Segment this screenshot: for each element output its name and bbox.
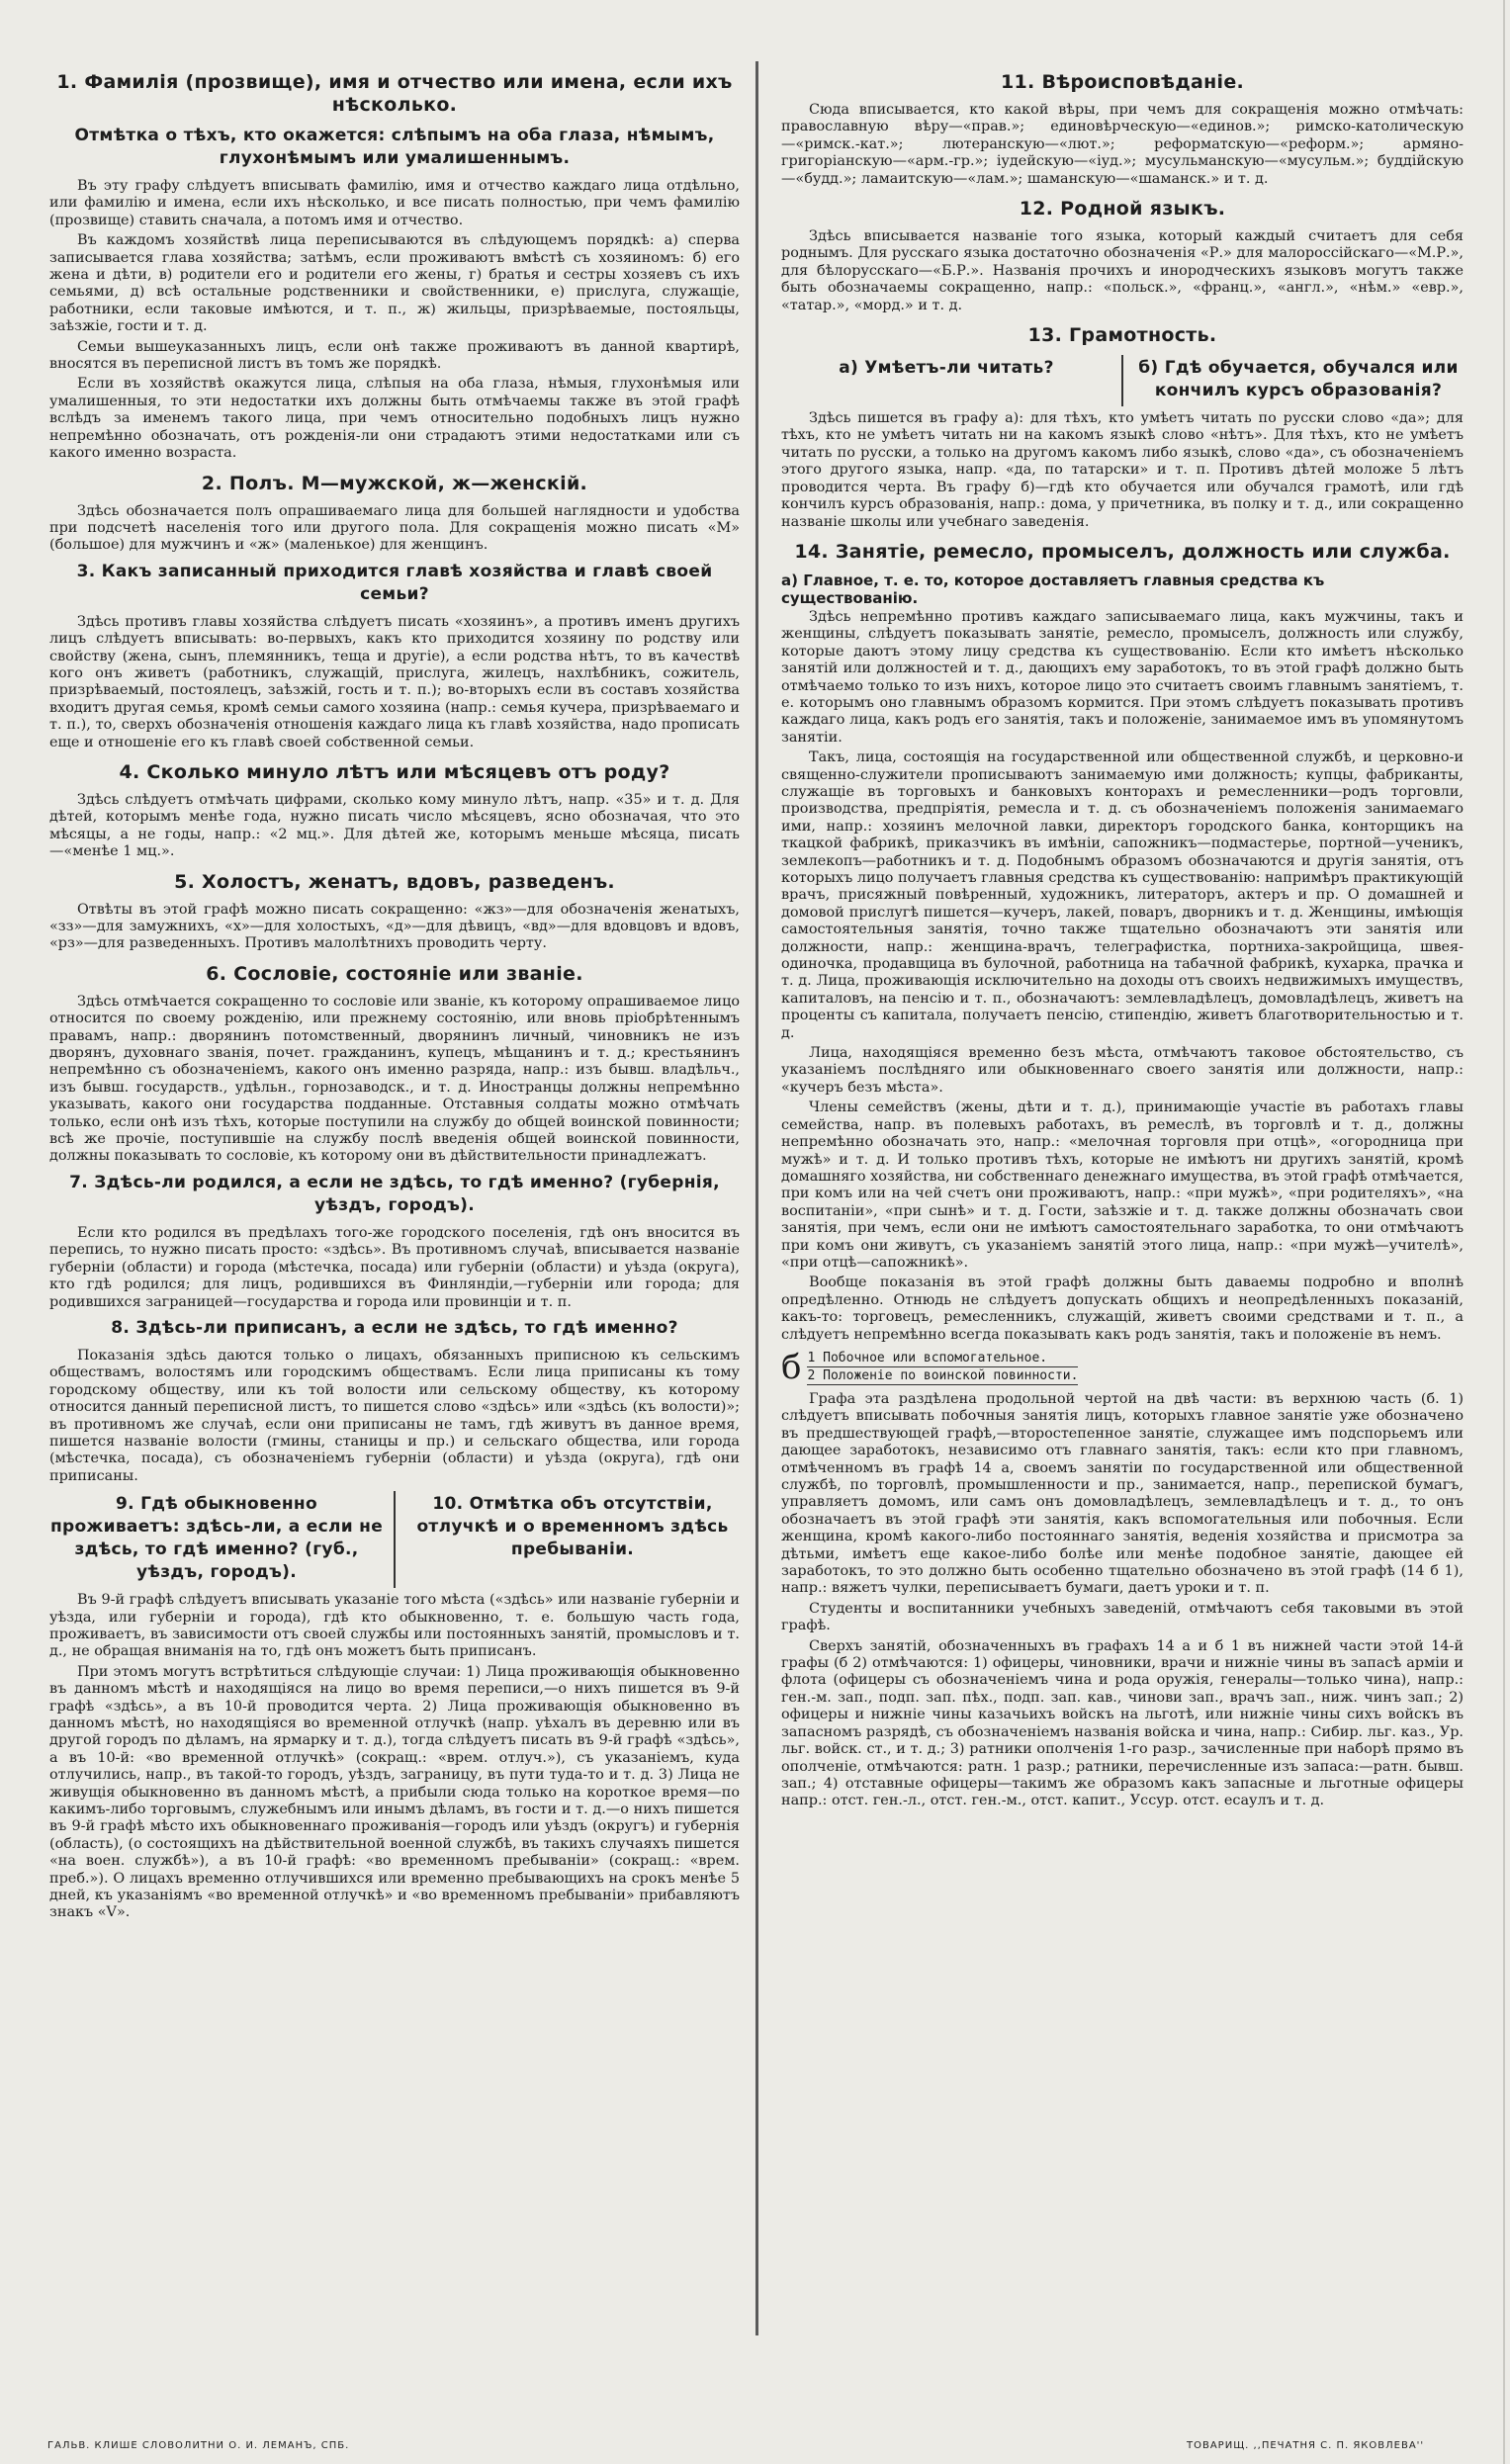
paragraph: Здѣсь пишется въ графу а): для тѣхъ, кто умѣетъ читать по русски слово «да»; для тѣхъ, кто не умѣетъ читать ни на какомъ языкѣ слово «нѣтъ». Для тѣхъ, кто не умѣетъ читать по русски, а только на другомъ какомъ либо языкѣ, слово «да», съ обозначеніемъ этого другого языка, напр. «да, по татарски» и т. п. Противъ дѣтей моложе 5 лѣтъ проводится черта. Въ графу б)—гдѣ кто обучается или обучался грамотѣ, или гдѣ кончилъ курсъ образованія, напр.: дома, у причетника, въ полку и т. д., или сокращенно названіе школы или учебнаго заведенія. [781,410,1464,530]
heading-11: 11. Вѣроисповѣданіе. [1000,71,1245,93]
heading-7: 7. Здѣсь-ли родился, а если не здѣсь, то гдѣ именно? (губернія, уѣздъ, городъ). [69,1172,720,1215]
paragraph: Здѣсь вписывается названіе того языка, который каждый считаетъ для себя роднымъ. Для русскаго языка достаточно обозначенія «Р.» для малороссійскаго—«М.Р.», для бѣлорусскаго—«Б.Р.». Названія прочихъ и инородческихъ языковъ могутъ также быть обозначаемы сокращенно, напр.: «польск.», «франц.», «англ.», «нѣм.» «евр.», «татар.», «морд.» и т. д. [781,228,1464,313]
footer-printer-left: ГАЛЬВ. КЛИШЕ СЛОВОЛИТНИ О. И. ЛЕМАНЪ, СПБ. [47,2440,350,2451]
column-divider [1121,355,1123,406]
paragraph: Здѣсь слѣдуетъ отмѣчать цифрами, сколько кому минуло лѣтъ, напр. «35» и т. д. Для дѣтей, которымъ менѣе года, нужно писать число мѣсяцевъ, ясно обозначая, что это мѣсяцы, а не годы, напр.: «2 мц.». Для дѣтей же, которымъ меньше мѣсяца, писать—«менѣе 1 мц.». [49,791,740,860]
paragraph: Показанія здѣсь даются только о лицахъ, обязанныхъ приписною къ сельскимъ обществамъ, волостямъ или городскимъ обществамъ. Если лица приписаны къ тому городскому обществу, или къ той волости или сельскому обществу, къ которому относится данный переписной листъ, то пишется слово «здѣсь» или «здѣсь (къ волости)»; въ противномъ же случаѣ, если они приписаны не тамъ, гдѣ живутъ въ данное время, пишется названіе волости (гмины, станицы и пр.) и сельскаго общества, или города (мѣстечка, посада), съ обозначеніемъ губерніи (области) и уѣзда (округа), гдѣ они приписаны. [49,1347,740,1484]
heading-13: 13. Грамотность. [1027,324,1217,347]
paragraph: Здѣсь отмѣчается сокращенно то сословіе или званіе, къ которому опрашиваемое лицо относится по своему рожденію, или прежнему состоянію, или вновь пріобрѣтеннымъ правамъ, напр.: дворянинъ потомственный, дворянинъ личный, чиновникъ не изъ дворянъ, духовнаго званія, почет. гражданинъ, купецъ, мѣщанинъ и т. д.; крестьянинъ непремѣнно съ обозначеніемъ, какого онъ именно разряда, напр.: изъ бывш. владѣльч., изъ бывш. государств., удѣльн., горнозаводск., и т. д. Иностранцы должны непремѣнно указывать, какого они государства подданные. Отставныя солдаты можно отмѣчать только, если онѣ изъ тѣхъ, которые поступили на службу до общей воинской повинности; всѣ же прочіе, поступившіе на службу послѣ введенія общей воинской повинности, должны показывать то сословіе, къ которому они въ дѣйствительности принадлежатъ. [49,993,740,1165]
brace-letter: б [781,1347,802,1387]
paragraph: Если кто родился въ предѣлахъ того-же городского поселенія, гдѣ онъ вносится въ перепись, то нужно писать просто: «здѣсь». Въ противномъ случаѣ, вписывается названіе губерніи (области) и города (мѣстечка, посада) или губерніи (области) и уѣзда (округа), кто гдѣ родился; для лицъ, родившихся въ Финляндіи,—губерніи или города; для родившихся заграницей—государства и города или провинціи и т. п. [49,1224,740,1310]
paragraph: Семьи вышеуказанныхъ лицъ, если онѣ также проживаютъ въ данной квартирѣ, вносятся въ переписной листъ въ томъ же порядкѣ. [49,338,740,373]
heading-5: 5. Холостъ, женатъ, вдовъ, разведенъ. [174,870,615,893]
heading-14: 14. Занятіе, ремесло, промыселъ, должность или служба. [794,540,1451,563]
left-column [49,61,740,1925]
headings-13ab [781,355,1464,406]
column-divider [394,1491,396,1588]
heading-2: 2. Полъ. М—мужской, ж—женскій. [201,472,588,494]
heading-1: 1. Фамилія (прозвище), имя и отчество или имена, если ихъ нѣсколько. [56,71,733,116]
headings-9-10 [49,1491,740,1588]
paragraph: Вообще показанія въ этой графѣ должны быть даваемы подробно и вполнѣ опредѣленно. Отнюдь не слѣдуетъ допускать общихъ и неопредѣленныхъ показаній, какъ-то: торговецъ, ремесленникъ, служащій, живетъ своими средствами и т. п., а слѣдуетъ непремѣнно всегда показывать какъ родъ занятія, такъ и положеніе въ немъ. [781,1275,1464,1343]
heading-13b: б) Гдѣ обучается, обучался или кончилъ курсъ образованія? [1138,358,1459,401]
paragraph: Сюда вписывается, кто какой вѣры, при чемъ для сокращенія можно отмѣчать: православную вѣру—«прав.»; единовѣрческую—«единов.»; римско-католическую—«римск.-кат.»; лютеранскую—«лют.»; реформатскую—«реформ.»; армяно-григоріанскую—«арм.-гр.»; іудейскую—«іуд.»; мусульманскую—«мусульм.»; буддійскую—«будд.»; ламаитскую—«лам.»; шаманскую—«шаманск.» и т. д. [781,102,1464,187]
brace-line-1: 1 Побочное или вспомогательное. [807,1350,1078,1367]
heading-4: 4. Сколько минуло лѣтъ или мѣсяцевъ отъ роду? [119,760,670,783]
paragraph: Графа эта раздѣлена продольной чертой на двѣ части: въ верхнюю часть (б. 1) слѣдуетъ вписывать побочныя занятія лицъ, которыхъ главное занятіе уже обозначено въ предшествующей графѣ,—второстепенное занятіе, служащее имъ подспорьемъ или дающее заработокъ, независимо отъ главнаго занятія, такъ: если кто при главномъ, отмѣченномъ въ графѣ 14 а, своемъ занятіи по государственной или общественной службѣ, по торговлѣ, промышленности и пр., занимается, напр., перепиской бумагъ, управляетъ домомъ, или самъ онъ домовладѣлецъ, землевладѣлецъ и т. д., то онъ обозначаетъ въ этой графѣ эти занятія, какъ вспомогательныя или побочныя. Если женщина, кромѣ какого-либо постояннаго занятія, веденія хозяйства и присмотра за дѣтьми, имѣетъ еще какое-либо болѣе или менѣе подобное занятіе, дающее ей заработокъ, то это должно быть особенно тщательно обозначено въ этой графѣ (14 б 1), напр.: вяжетъ чулки, переписываетъ бумаги, даетъ уроки и т. п. [781,1390,1464,1597]
paragraph: Отвѣты въ этой графѣ можно писать сокращенно: «жз»—для обозначенія женатыхъ, «зз»—для замужнихъ, «х»—для холостыхъ, «д»—для дѣвицъ, «вд»—для вдовцовъ и вдовъ, «рз»—для разведенныхъ. Противъ малолѣтнихъ проводить черту. [49,901,740,952]
heading-10: 10. Отмѣтка объ отсутствіи, отлучкѣ и о временномъ здѣсь пребываніи. [416,1494,729,1560]
paragraph: При этомъ могутъ встрѣтиться слѣдующіе случаи: 1) Лица проживающія обыкновенно въ данномъ мѣстѣ и находящіяся на лицо во время переписи,—о нихъ пишется въ 9-й графѣ «здѣсь», а въ 10-й проводится черта. 2) Лица проживающія обыкновенно въ данномъ мѣстѣ, но находящіяся во временной отлучкѣ (напр. уѣхалъ въ деревню или въ другой городъ по дѣламъ, на ярмарку и т. д.), тогда слѣдуетъ писать въ 9-й графѣ «здѣсь», а въ 10-й: «во временной отлучкѣ» (сокращ.: «врем. отлуч.»), съ указаніемъ, куда отлучились, напр., въ такой-то городъ, уѣздъ, заграницу, въ пути туда-то и т. д. 3) Лица не живущія обыкновенно въ данномъ мѣстѣ, а прибыли сюда только на короткое время—по какимъ-либо торговымъ, служебнымъ или инымъ дѣламъ, въ гости и т. д.—о нихъ пишется въ 9-й графѣ мѣсто ихъ обыкновеннаго проживанія—городъ или уѣздъ (округъ) и губернія (область), (о состоящихъ на дѣйствительной военной службѣ, въ такихъ случаяхъ пишется «на воен. службѣ»), а въ 10-й графѣ: «во временномъ пребываніи» (сокращ.: «врем. преб.»). О лицахъ временно отлучившихся или временно пребывающихъ на срокъ менѣе 5 дней, къ указаніямъ «во временной отлучкѣ» и «во временномъ пребываніи» прибавляютъ знакъ «V». [49,1663,740,1921]
heading-3: 3. Какъ записанный приходится главѣ хозяйства и главѣ своей семьи? [76,561,713,604]
paragraph: Здѣсь обозначается полъ опрашиваемаго лица для большей наглядности и удобства при подсчетѣ населенія того или другого пола. Для сокращенія можно писать «М» (большое) для мужчинъ и «ж» (маленькое) для женщинъ. [49,502,740,554]
paragraph: Здѣсь непремѣнно противъ каждаго записываемаго лица, какъ мужчины, такъ и женщины, слѣдуетъ показывать занятіе, ремесло, промыселъ, должность или службу, которые даютъ этому лицу средства къ существованію. Если кто имѣетъ нѣсколько занятій или должностей и т. д., дающихъ ему заработокъ, то въ этой графѣ должно быть отмѣчаемо только то изъ нихъ, которое лицо это считаетъ своимъ главнымъ занятіемъ, т. е. которымъ оно главнымъ образомъ кормится. При этомъ слѣдуетъ показывать противъ каждаго лица, какъ родъ его занятія, такъ и положеніе, занимаемое имъ въ упомянутомъ занятіи. [781,608,1464,746]
heading-12: 12. Родной языкъ. [1019,198,1226,220]
heading-1b: Отмѣтка о тѣхъ, кто окажется: слѣпымъ на оба глаза, нѣмымъ, глухонѣмымъ или умалишеннымъ. [74,126,715,168]
subheading-14b [781,1347,1464,1387]
heading-6: 6. Сословіе, состояніе или званіе. [206,962,583,985]
paragraph: Такъ, лица, состоящія на государственной или общественной службѣ, и церковно-и священно-служители прописываютъ занимаемую ими должность; купцы, фабриканты, служащіе въ торговыхъ и банковыхъ конторахъ и ремесленники—родъ торговли, производства, предпріятія, ремесла и т. д. съ обозначеніемъ положенія занимаемаго ими, напр.: хозяинъ мелочной лавки, директоръ городского банка, конторщикъ на ткацкой фабрикѣ, приказчикъ въ имѣніи, сапожникъ—подмастерье, портной—ученикъ, землекопъ—работникъ и т. д. Подобнымъ образомъ обозначаются и другія занятія, отъ которыхъ лицо получаетъ главныя средства къ существованію: напримѣръ практикующій врачъ, присяжный повѣренный, художникъ, литераторъ, актеръ и пр. О домашней и домовой прислугѣ пишется—кучеръ, лакей, поваръ, дворникъ и т. д. Женщины, имѣющія самостоятельныя занятія, точно также тщательно обозначаютъ эти занятія или должности, напр.: женщина-врачъ, телеграфистка, портниха-закройщица, швея-одиночка, продавщица въ булочной, работница на табачной фабрикѣ, кухарка, прачка и т. д. Лица, проживающія исключительно на доходы отъ своихъ недвижимыхъ имуществъ, капиталовъ, на пенсію и т. п., обозначаютъ: землевладѣлецъ, домовладѣлецъ, живетъ на проценты съ капитала, получаетъ пенсію, стипендію, живетъ благотворительностью и т. д. [781,749,1464,1041]
subheading-14a: а) Главное, т. е. то, которое доставляетъ главныя средства къ существованію. [781,571,1325,607]
paragraph: Здѣсь противъ главы хозяйства слѣдуетъ писать «хозяинъ», а противъ именъ другихъ лицъ слѣдуетъ вписывать: во-первыхъ, какъ кто приходится хозяину по родству или свойству (жена, сынъ, племянникъ, теща и другіе), а если родства нѣтъ, то въ качествѣ кого онъ живетъ (работникъ, служащій, прислуга, жилецъ, нахлѣбникъ, сожитель, призрѣваемый, постоялецъ, заѣзжій, гость и т. п.); во-вторыхъ если въ составъ хозяйства входитъ другая семья, кромѣ семьи самого хозяина (напр.: семья кучера, призрѣваемаго и т. п.), то, сверхъ обозначенія отношенія каждаго лица къ главѣ хозяйства, надо прописать еще и отношеніе его къ главѣ своей собственной семьи. [49,613,740,750]
heading-9: 9. Гдѣ обыкновенно проживаетъ: здѣсь-ли, а если не здѣсь, то гдѣ именно? (губ., уѣздъ, городъ). [49,1494,384,1583]
paragraph: Лица, находящіяся временно безъ мѣста, отмѣчаютъ таковое обстоятельство, съ указаніемъ послѣдняго или обыкновеннаго своего занятія или должности, напр.: «кучеръ безъ мѣста». [781,1045,1464,1096]
paragraph: Члены семействъ (жены, дѣти и т. д.), принимающіе участіе въ работахъ главы семейства, напр. въ полевыхъ работахъ, въ ремеслѣ, въ торговлѣ и т. д., должны непремѣнно обозначать это, напр.: «мелочная торговля при отцѣ», «огородница при мужѣ» и т. д. И только противъ тѣхъ, которые не имѣютъ ни другихъ занятій, кромѣ домашняго хозяйства, ни собственнаго денежнаго имущества, въ этой графѣ отмѣчается, при комъ или на чей счетъ они проживаютъ, напр.: «при мужѣ», «при родителяхъ», «на воспитаніи», «при сынѣ» и т. д. Гости, заѣзжіе и т. д. также должны обозначать свои занятія, при чемъ, если они не имѣютъ самостоятельнаго заработка, то они отмѣчаютъ при комъ они живутъ, съ указаніемъ занятій этого лица, напр.: «при мужѣ—учителѣ», «при отцѣ—сапожникѣ». [781,1100,1464,1271]
heading-13a: а) Умѣетъ-ли читать? [839,358,1054,379]
footer-printer-right: ТОВАРИЩ. ,,ПЕЧАТНЯ С. П. ЯКОВЛЕВА'' [1187,2440,1425,2451]
brace-line-2: 2 Положеніе по воинской повинности. [807,1367,1079,1383]
page-edge-line [1503,0,1505,2464]
paragraph: Въ эту графу слѣдуетъ вписывать фамилію, имя и отчество каждаго лица отдѣльно, или фамилію и имена, если ихъ нѣсколько, и все писать полностью, при чемъ фамилію (прозвище) ставить сначала, а потомъ имя и отчество. [49,178,740,228]
paragraph: Въ каждомъ хозяйствѣ лица переписываются въ слѣдующемъ порядкѣ: а) сперва записывается глава хозяйства; затѣмъ, если проживаютъ вмѣстѣ съ хозяиномъ: б) его жена и дѣти, в) родители его и родители его жены, г) братья и сестры хозяевъ съ ихъ семьями, д) всѣ остальные родственники и свойственники, е) прислуга, служащіе, работники, если таковые имѣются, и т. п., ж) жильцы, призрѣваемые, постояльцы, заѣзжіе, гости и т. д. [49,232,740,335]
paragraph: Въ 9-й графѣ слѣдуетъ вписывать указаніе того мѣста («здѣсь» или названіе губерніи и уѣзда, или губерніи и города), гдѣ кто обыкновенно, т. е. большую часть года, проживаетъ, въ зависимости отъ своей службы или постоянныхъ занятій, промысловъ и т. д., не обращая вниманія на то, гдѣ онъ можетъ быть приписанъ. [49,1592,740,1660]
brace-lines [807,1350,1078,1385]
right-column [781,61,1464,1813]
paragraph: Студенты и воспитанники учебныхъ заведеній, отмѣчаютъ себя таковыми въ этой графѣ. [781,1600,1464,1634]
paragraph: Если въ хозяйствѣ окажутся лица, слѣпыя на оба глаза, нѣмыя, глухонѣмыя или умалишенныя, то эти недостатки ихъ должны быть отмѣчаемы также въ этой графѣ вслѣдъ за именемъ такого лица, при чемъ относительно подобныхъ лицъ нужно непремѣнно обозначать, отъ рожденія-ли они страдаютъ этими недостатками или съ какого именно возраста. [49,376,740,462]
heading-8: 8. Здѣсь-ли приписанъ, а если не здѣсь, то гдѣ именно? [111,1317,678,1338]
paragraph: Сверхъ занятій, обозначенныхъ въ графахъ 14 а и б 1 въ нижней части этой 14-й графы (б 2) отмѣчаются: 1) офицеры, чиновники, врачи и нижніе чины въ запасѣ арміи и флота (офицеры съ обозначеніемъ чина и рода оружія, генералы—только чина), напр.: ген.-м. зап., подп. зап. пѣх., подп. зап. кав., чинови зап., врачъ зап., ниж. чинъ зап.; 2) офицеры и нижніе чины казачьихъ войскъ на льготѣ, или нижніе чины сихъ войскъ въ запасномъ разрядѣ, съ обозначеніемъ названія войска и чина, напр.: Сибир. льг. каз., Ур. льг. войск. ст., и т. д.; 3) ратники ополченія 1-го разр., зачисленные при наборѣ прямо въ ополченіе, отмѣчаются: ратн. 1 разр.; ратники, перечисленные изъ запаса:—ратн. бывш. зап.; 4) отставные офицеры—такимъ же образомъ какъ запасные и льготные офицеры напр.: отст. ген.-л., отст. ген.-м., отст. капит., Уссур. отст. есаулъ и т. д. [781,1637,1464,1809]
center-divider [755,61,758,2335]
